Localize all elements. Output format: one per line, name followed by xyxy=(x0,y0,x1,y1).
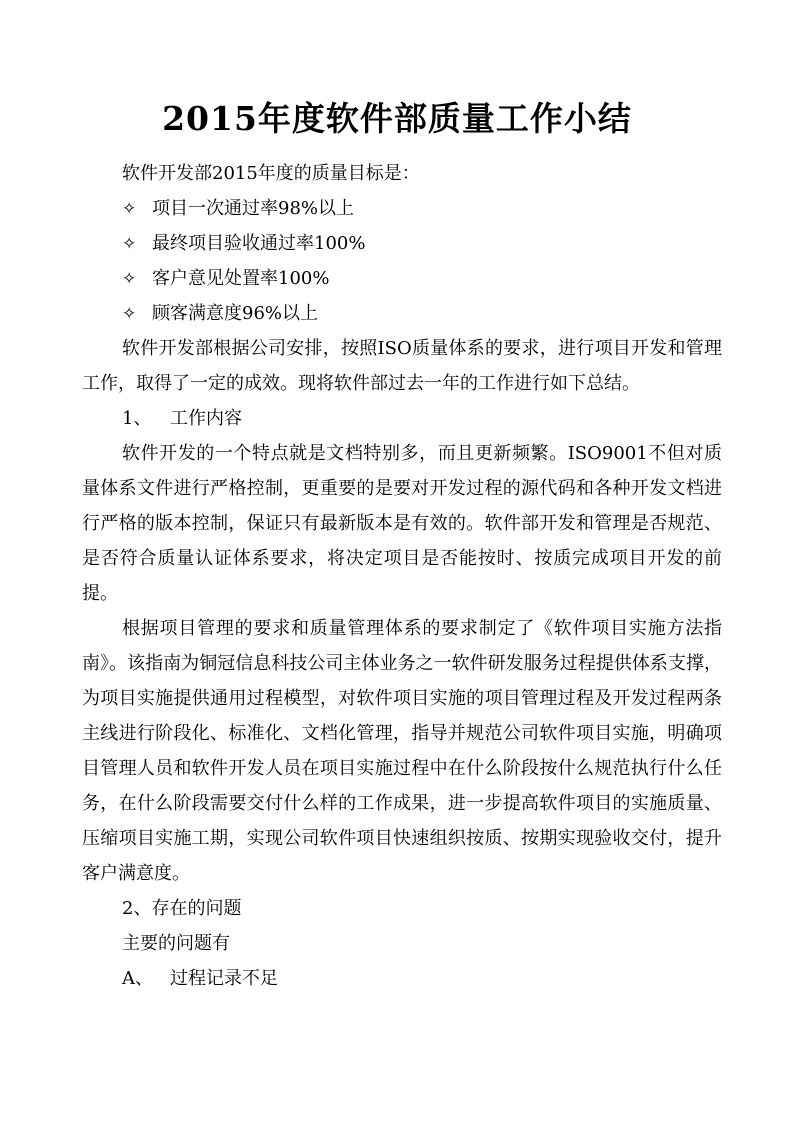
problem-text: 过程记录不足 xyxy=(170,968,278,989)
goal-text: 客户意见处置率100% xyxy=(152,268,330,289)
section-number: 1、 xyxy=(122,408,152,429)
sparkle-bullet-icon: ✧ xyxy=(122,199,137,219)
summary-paragraph: 软件开发部根据公司安排，按照ISO质量体系的要求，进行项目开发和管理工作，取得了一定的成效。现将软件部过去一年的工作进行如下总结。 xyxy=(82,338,722,394)
sparkle-bullet-icon: ✧ xyxy=(122,269,137,289)
sparkle-bullet-icon: ✧ xyxy=(122,304,137,324)
section-heading-problems: 2、存在的问题 xyxy=(122,898,242,919)
work-content-paragraph: 软件开发的一个特点就是文档特别多，而且更新频繁。ISO9001不但对质量体系文件进行严格控制，更重要的是要对开发过程的源代码和各种开发文档进行严格的版本控制，保证只有最新版本是有效的。软件部开发和管理是否规范、是否符合质量认证体系要求，将决定项目是否能按时、按质完成项目开发的前提。 xyxy=(82,443,722,604)
problem-item-a xyxy=(122,961,722,996)
goal-item xyxy=(122,261,722,296)
goal-item xyxy=(122,296,722,331)
goal-text: 最终项目验收通过率100% xyxy=(152,233,366,254)
goal-text: 顾客满意度96%以上 xyxy=(152,303,319,324)
document-body xyxy=(82,156,722,996)
document-title: 2015年度软件部质量工作小结 xyxy=(162,99,632,138)
section-heading-work-content xyxy=(122,401,722,436)
problem-label: A、 xyxy=(122,968,153,989)
goal-text: 项目一次通过率98%以上 xyxy=(152,198,355,219)
intro-line: 软件开发部2015年度的质量目标是： xyxy=(122,163,420,184)
section-title: 工作内容 xyxy=(170,408,242,429)
sparkle-bullet-icon: ✧ xyxy=(122,234,137,254)
problems-intro: 主要的问题有 xyxy=(122,933,230,954)
goal-item xyxy=(122,226,722,261)
guide-paragraph: 根据项目管理的要求和质量管理体系的要求制定了《软件项目实施方法指南》。该指南为铜冠信息科技公司主体业务之一软件研发服务过程提供体系支撑，为项目实施提供通用过程模型，对软件项目实施的项目管理过程及开发过程两条主线进行阶段化、标准化、文档化管理，指导并规范公司软件项目实施，明确项目管理人员和软件开发人员在项目实施过程中在什么阶段按什么规范执行什么任务，在什么阶段需要交付什么样的工作成果，进一步提高软件项目的实施质量、压缩项目实施工期，实现公司软件项目快速组织按质、按期实现验收交付，提升客户满意度。 xyxy=(82,618,722,884)
goal-item xyxy=(122,191,722,226)
